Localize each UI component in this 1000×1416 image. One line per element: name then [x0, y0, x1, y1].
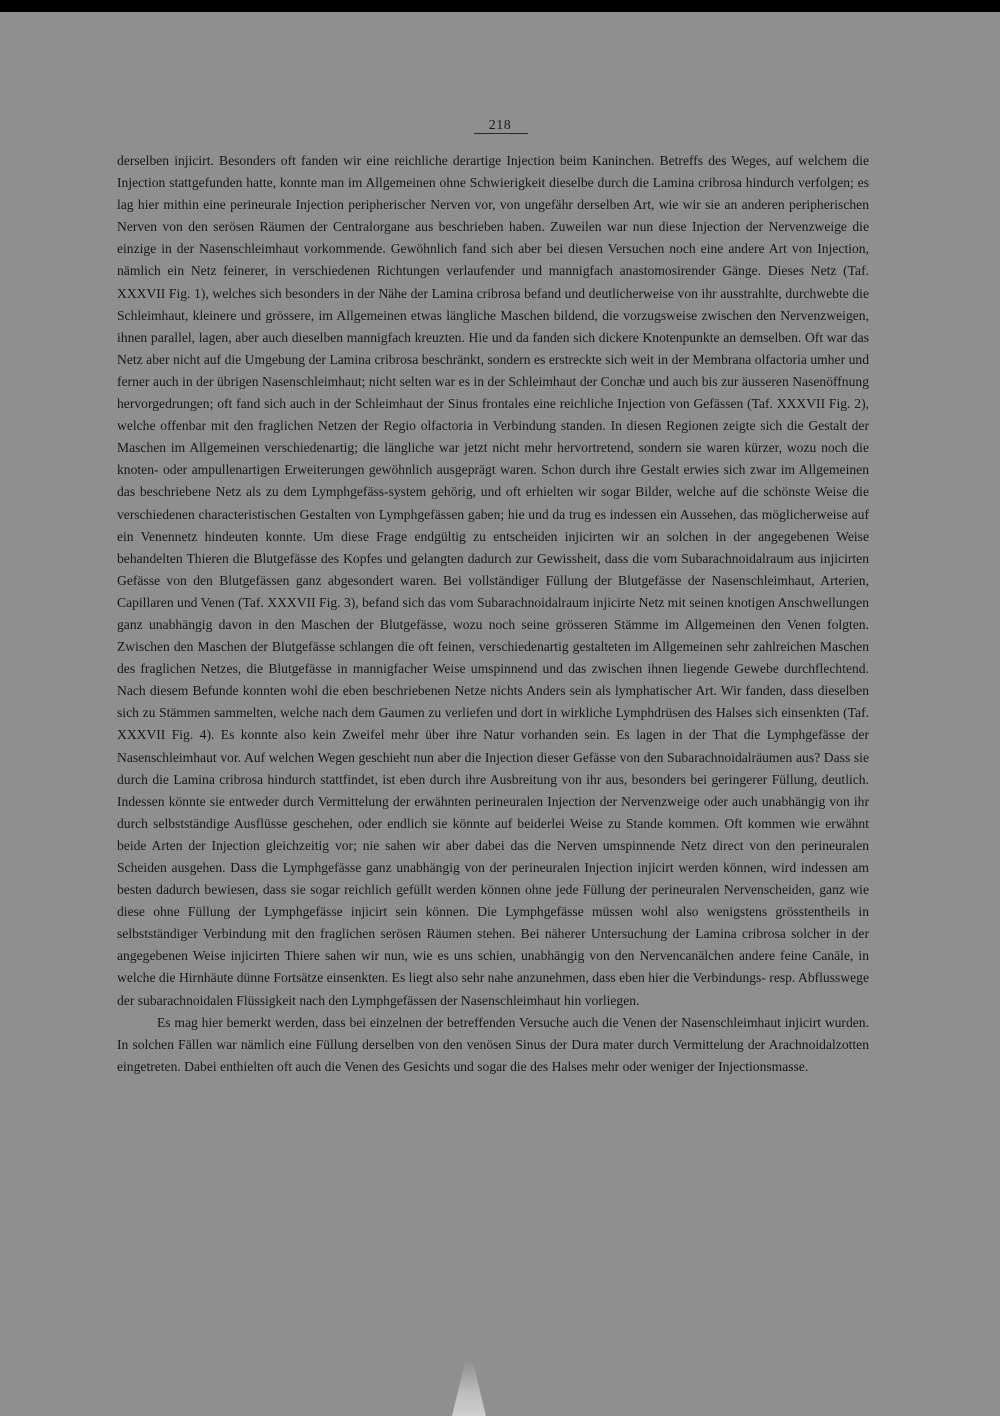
page-number: 218: [488, 118, 512, 133]
paragraph-2: Es mag hier bemerkt werden, dass bei einzelnen der betreffenden Versuche auch die Venen der Nasenschleimhaut injicirt wurden. In solchen Fällen war nämlich eine Füllung derselben von den venösen Sinus der Dura mater durch Vermittelung der Arachnoidalzotten eingetreten. Dabei enthielten oft auch die Venen des Gesichts und sogar die des Halses mehr oder weniger der Injectionsmasse.: [117, 1014, 869, 1074]
paragraph-1: derselben injicirt. Besonders oft fanden wir eine reichliche derartige Injection beim Kaninchen. Betreffs des Weges, auf welchem die Injection stattgefunden hatte, konnte man im Allgemeinen ohne Schwierigkeit dieselbe durch die Lamina cribrosa hindurch verfolgen; es lag hier mithin eine perineurale Injection peripherischer Nerven vor, von ungefähr derselben Art, wie wir sie an anderen peripherischen Nerven von den serösen Räumen der Centralorgane aus beschrieben haben. Zuweilen war nun diese Injection der Nervenzweige die einzige in der Nasenschleimhaut vorkommende. Gewöhnlich fand sich aber bei diesen Versuchen noch eine andere Art von Injection, nämlich ein Netz feinerer, in verschiedenen Richtungen verlaufender und mannigfach anastomosirender Gänge. Dieses Netz (Taf. XXXVII Fig. 1), welches sich besonders in der Nähe der Lamina cribrosa befand und deutlicherweise von ihr ausstrahlte, durchwebte die Schleimhaut, kleinere und grössere, im Allgemeinen etwas längliche Maschen bildend, die vorzugsweise zwischen den Nervenzweigen, ihnen parallel, lagen, aber auch dieselben mannigfach kreuzten. Hie und da fanden sich dickere Knotenpunkte an demselben. Oft war das Netz aber nicht auf die Umgebung der Lamina cribrosa beschränkt, sondern es erstreckte sich weit in der Membrana olfactoria umher und ferner auch in der übrigen Nasenschleimhaut; nicht selten war es in der Schleimhaut der Conchæ und auch bis zur äusseren Nasenöffnung hervorgedrungen; oft fand sich auch in der Schleimhaut der Sinus frontales eine reichliche Injection von Gefässen (Taf. XXXVII Fig. 2), welche offenbar mit den fraglichen Netzen der Regio olfactoria in Verbindung standen. In diesen Regionen zeigte sich die Gestalt der Maschen im Allgemeinen verschiedenartig; die längliche war jetzt nicht mehr hervortretend, sondern sie waren kürzer, wozu noch die knoten- oder ampullenartigen Erweiterungen gewöhnlich ausgeprägt waren. Schon durch ihre Gestalt erwies sich zwar im Allgemeinen das beschriebene Netz als zu dem Lymphgefäss-system gehörig, und oft erhielten wir sogar Bilder, welche auf die schönste Weise die verschiedenen characteristischen Gestalten von Lymphgefässen gaben; hie und da trug es indessen ein Aussehen, das möglicherweise auf ein Venennetz hindeuten konnte. Um diese Frage endgültig zu entscheiden injicirten wir an solchen in der angegebenen Weise behandelten Thieren die Blutgefässe des Kopfes und gelangten dadurch zur Gewissheit, dass die vom Subarachnoidalraum aus injicirten Gefässe von den Blutgefässen ganz abgesondert waren. Bei vollständiger Füllung der Blutgefässe der Nasenschleimhaut, Arterien, Capillaren und Venen (Taf. XXXVII Fig. 3), befand sich das vom Subarachnoidalraum injicirte Netz mit seinen knotigen Anschwellungen ganz unabhängig davon in den Maschen der Blutgefässe, wozu noch seine grösseren Stämme im Allgemeinen den Venen folgten. Zwischen den Maschen der Blutgefässe schlangen die oft feinen, verschiedenartig gestalteten im Allgemeinen sehr zahlreichen Maschen des fraglichen Netzes, die Blutgefässe in mannigfacher Weise umspinnend und das zwischen ihnen liegende Gewebe durchflechtend. Nach diesem Befunde konnten wohl die eben beschriebenen Netze nichts Anders sein als lymphatischer Art. Wir fanden, dass dieselben sich zu Stämmen sammelten, welche nach dem Gaumen zu verliefen und dort in wirkliche Lymphdrüsen des Halses sich einsenkten (Taf. XXXVII Fig. 4). Es konnte also kein Zweifel mehr über ihre Natur vorhanden sein. Es lagen in der That die Lymphgefässe der Nasenschleimhaut vor. Auf welchen Wegen geschieht nun aber die Injection dieser Gefässe von den Subarachnoidalräumen aus? Dass sie durch die Lamina cribrosa hindurch stattfindet, ist eben durch ihre Ausbreitung von ihr aus, besonders bei geringerer Füllung, deutlich. Indessen könnte sie entweder durch Vermittelung der erwähnten perineuralen Injection der Nervenzweige oder auch unabhängig von ihr durch selbstständige Ausflüsse geschehen, oder endlich sie könnte auf beiderlei Weise zu Stande kommen. Oft kommen wie erwähnt beide Arten der Injection gleichzeitig vor; nie sahen wir aber dabei das die Nerven umspinnende Netz direct von den perineuralen Scheiden ausgehen. Dass die Lymphgefässe ganz unabhängig von der perineuralen Injection injicirt werden können, wird indessen am besten dadurch bewiesen, dass sie sogar reichlich gefüllt werden können ohne jede Füllung der perineuralen Nervenscheiden, ganz wie diese ohne Füllung der Lymphgefässe injicirt sein können. Die Lymphgefässe müssen wohl also wenigstens grösstentheils in selbstständiger Verbindung mit den fraglichen serösen Räumen stehen. Bei näherer Untersuchung der Lamina cribrosa solcher in der angegebenen Weise injicirten Thiere sahen wir nun, wie es uns schien, unabhängig von den Nervencanälchen andere feine Canäle, in welche die Hirnhäute dünne Fortsätze einsenkten. Es liegt also sehr nahe anzunehmen, dass eben hier die Verbindungs- resp. Abflusswege der subarachnoidalen Flüssigkeit nach den Lymphgefässen der Nasenschleimhaut hin vorliegen.: [117, 153, 869, 1008]
body-text: [117, 150, 869, 1078]
document-page: [0, 12, 1000, 1416]
page-number-rule: [474, 133, 528, 134]
